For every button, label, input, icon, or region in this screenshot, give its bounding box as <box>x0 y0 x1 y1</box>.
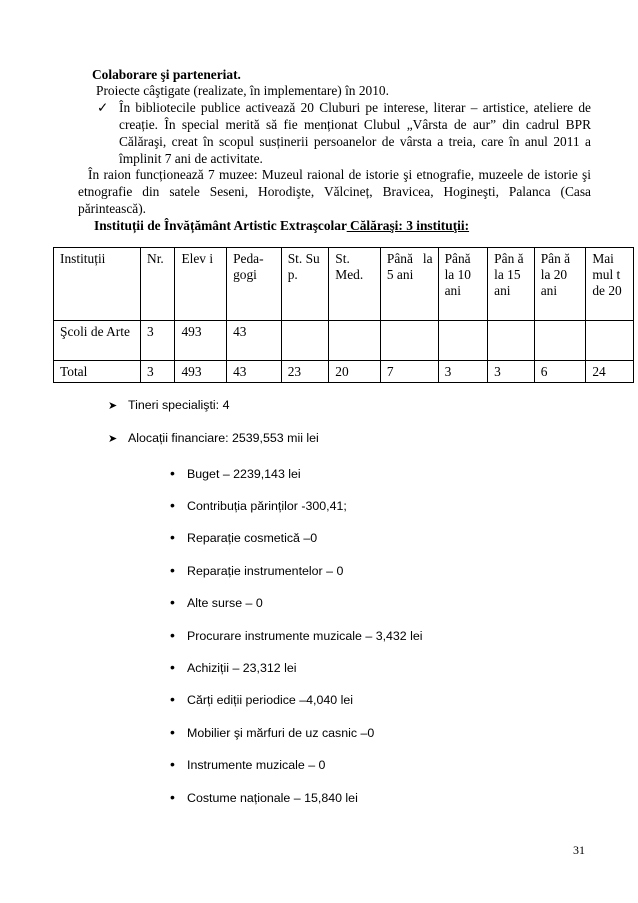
table-header-row <box>54 248 634 321</box>
institutions-title <box>94 217 469 234</box>
list-item-label: Cărți ediții periodice –4,040 lei <box>187 693 353 707</box>
institutions-title-underlined: Călăraşi: 3 instituţii: <box>346 218 470 233</box>
bullet-dot-icon: • <box>170 594 175 610</box>
table-cell: 43 <box>227 361 282 383</box>
table-cell: Total <box>54 361 141 383</box>
projects-line: Proiecte câştigate (realizate, în implementare) în 2010. <box>96 83 389 98</box>
list-item <box>170 563 343 579</box>
list-item-label: Achiziții – 23,312 lei <box>187 661 297 675</box>
header-cell: Până la 5 ani <box>380 248 438 321</box>
bullet-dot-icon: • <box>170 529 175 545</box>
list-item-label: Tineri specialişti: 4 <box>128 398 230 412</box>
list-item-label: Mobilier şi mărfuri de uz casnic –0 <box>187 726 375 740</box>
list-item-label: Contribuția părinților -300,41; <box>187 499 347 513</box>
table-cell: 43 <box>227 321 282 361</box>
list-item-label: Alte surse – 0 <box>187 596 263 610</box>
table-cell: 493 <box>175 321 227 361</box>
section-heading: Colaborare şi parteneriat. <box>92 67 241 82</box>
list-item <box>170 466 301 482</box>
list-item-label: Procurare instrumente muzicale – 3,432 lei <box>187 629 423 643</box>
table-cell <box>281 321 329 361</box>
list-item <box>170 725 374 741</box>
bullet-dot-icon: • <box>170 627 175 643</box>
table-cell: 3 <box>141 361 175 383</box>
header-cell: St. Med. <box>329 248 381 321</box>
institutions-table <box>53 247 634 383</box>
bullet-dot-icon: • <box>170 465 175 481</box>
table-cell: 493 <box>175 361 227 383</box>
list-item-label: Costume naționale – 15,840 lei <box>187 791 358 805</box>
bullet-dot-icon: • <box>170 789 175 805</box>
header-cell: Până la 10 ani <box>438 248 488 321</box>
list-item <box>170 660 297 676</box>
list-item <box>108 430 319 447</box>
list-item <box>170 628 423 644</box>
table-row <box>54 321 634 361</box>
list-item <box>170 692 353 708</box>
table-cell: 7 <box>380 361 438 383</box>
institutions-title-main: Instituții de Învățământ Artistic Extraşcolar <box>94 218 347 233</box>
library-bullet-text: În bibliotecile publice activează 20 Cluburi pe interese, literar – artistice, ateliere de creație. În special merită să fie menționat Clubul „Vârsta de aur” din cadrul BPR Călăraşi, creat în scopul susținerii persoanelor de vârsta a treia, care în anul 2011 a împlinit 7 ani de activitate. <box>119 100 591 166</box>
list-item <box>170 790 358 806</box>
list-item-label: Alocații financiare: 2539,553 mii lei <box>128 431 319 445</box>
table-cell <box>438 321 488 361</box>
bullet-dot-icon: • <box>170 562 175 578</box>
table-cell: 24 <box>586 361 634 383</box>
library-bullet <box>97 99 591 167</box>
header-cell: Peda- gogi <box>227 248 282 321</box>
table-cell <box>534 321 586 361</box>
page-number: 31 <box>573 843 585 857</box>
bullet-dot-icon: • <box>170 724 175 740</box>
table-cell: 3 <box>488 361 535 383</box>
table-cell: 3 <box>141 321 175 361</box>
arrow-bullet-icon: ➤ <box>108 433 118 445</box>
table-cell: 20 <box>329 361 381 383</box>
list-item <box>170 595 263 611</box>
list-item <box>108 397 229 414</box>
bullet-dot-icon: • <box>170 659 175 675</box>
bullet-dot-icon: • <box>170 691 175 707</box>
list-item <box>170 530 317 546</box>
table-cell <box>380 321 438 361</box>
table-cell <box>329 321 381 361</box>
list-item-label: Reparație instrumentelor – 0 <box>187 564 344 578</box>
museums-text: În raion funcționează 7 muzee: Muzeul raional de istorie şi etnografie, muzeele de istorie şi etnografie din satele Seseni, Horodişte, Vălcineț, Bravicea, Hogineşti, Palanca (Casa părintească). <box>78 167 591 216</box>
header-cell: Pân ă la 15 ani <box>488 248 535 321</box>
header-cell: Pân ă la 20 ani <box>534 248 586 321</box>
bullet-dot-icon: • <box>170 756 175 772</box>
table-cell: 6 <box>534 361 586 383</box>
bullet-dot-icon: • <box>170 497 175 513</box>
header-cell: St. Su p. <box>281 248 329 321</box>
table-cell: 3 <box>438 361 488 383</box>
list-item <box>170 498 347 514</box>
list-item <box>170 757 325 773</box>
museums-paragraph <box>78 166 591 217</box>
arrow-bullet-icon: ➤ <box>108 400 118 412</box>
table-cell <box>488 321 535 361</box>
header-cell: Mai mul t de 20 <box>586 248 634 321</box>
list-item-label: Reparație cosmetică –0 <box>187 531 318 545</box>
table-cell: Şcoli de Arte <box>54 321 141 361</box>
table-row-total <box>54 361 634 383</box>
header-cell: Elev i <box>175 248 227 321</box>
table-cell <box>586 321 634 361</box>
table-cell: 23 <box>281 361 329 383</box>
list-item-label: Instrumente muzicale – 0 <box>187 758 326 772</box>
list-item-label: Buget – 2239,143 lei <box>187 467 301 481</box>
header-cell: Instituții <box>54 248 141 321</box>
checkmark-icon: ✓ <box>97 100 109 115</box>
header-cell: Nr. <box>141 248 175 321</box>
